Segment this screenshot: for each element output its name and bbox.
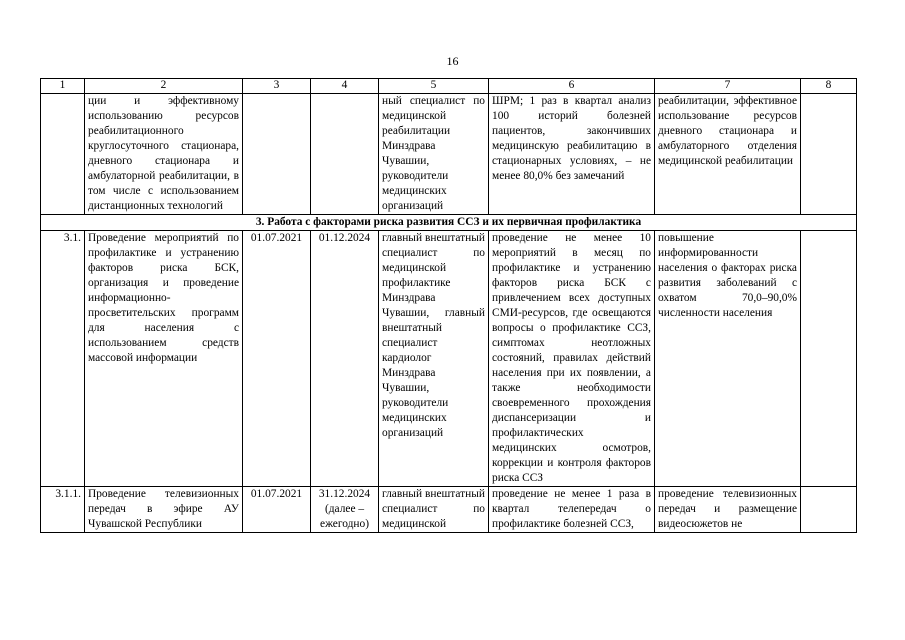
cell-start-date	[243, 94, 311, 215]
cell-number	[41, 94, 85, 215]
cell-activity: ции и эффективному использованию ресурсов реабилитационного круглосуточного стационара, дневного стационара и амбулаторной реабилитации, в том числе с использованием дистанционных технологий	[85, 94, 243, 215]
plan-table	[40, 78, 857, 533]
column-number: 6	[489, 79, 655, 94]
column-number: 5	[379, 79, 489, 94]
table-row-3-1	[41, 231, 857, 487]
column-number: 2	[85, 79, 243, 94]
cell-activity: Проведение мероприятий по профилактике и устранению факторов риска БСК, организация и проведение информационно-просветительских программ для населения с использованием средств массовой информации	[85, 231, 243, 487]
cell-note	[801, 94, 857, 215]
table-row-3-1-1	[41, 487, 857, 533]
column-number: 8	[801, 79, 857, 94]
column-number: 7	[655, 79, 801, 94]
cell-end-date	[311, 94, 379, 215]
cell-result: реабилитации, эффективное использование ресурсов дневного стационара и амбулаторного отделения медицинской реабилитации	[655, 94, 801, 215]
page-number: 16	[446, 54, 459, 68]
cell-indicator: ШРМ; 1 раз в квартал анализ 100 историй болезней пациентов, закончивших медицинскую реабилитацию в стационарных условиях, – не менее 80,0% без замечаний	[489, 94, 655, 215]
column-number-row	[41, 79, 857, 94]
cell-activity: Проведение телевизионных передач в эфире АУ Чувашской Республики	[85, 487, 243, 533]
end-date-line: ежегодно)	[320, 518, 369, 530]
column-number: 3	[243, 79, 311, 94]
end-date-line: 31.12.2024	[318, 488, 371, 500]
cell-indicator: проведение не менее 10 мероприятий в месяц по профилактике и устранению факторов риска БСК с привлечением всех доступных СМИ-ресурсов, где освещаются вопросы о профилактике ССЗ, симптомах неотложных состояний, правилах действий населения при их появлении, а также необходимости своевременного прохождения диспансеризации и профилактических медицинских осмотров, коррекции и контроля факторов риска ССЗ	[489, 231, 655, 487]
cell-start-date: 01.07.2021	[243, 231, 311, 487]
section-title: 3. Работа с факторами риска развития ССЗ и их первичная профилактика	[41, 215, 857, 231]
cell-indicator: проведение не менее 1 раза в квартал телепередач о профилактике болезней ССЗ,	[489, 487, 655, 533]
column-number: 1	[41, 79, 85, 94]
cell-number: 3.1.	[41, 231, 85, 487]
table-row-continued	[41, 94, 857, 215]
cell-note	[801, 231, 857, 487]
cell-end-date: 01.12.2024	[311, 231, 379, 487]
cell-result: проведение телевизионных передач и размещение видеосюжетов не	[655, 487, 801, 533]
cell-end-date	[311, 487, 379, 533]
cell-responsible: главный внештатный специалист по медицинской	[379, 487, 489, 533]
cell-note	[801, 487, 857, 533]
cell-number: 3.1.1.	[41, 487, 85, 533]
section-row	[41, 215, 857, 231]
cell-responsible: ный специалист по медицинской реабилитации Минздрава Чувашии, руководители медицинских организаций	[379, 94, 489, 215]
column-number: 4	[311, 79, 379, 94]
cell-start-date: 01.07.2021	[243, 487, 311, 533]
end-date-line: (далее –	[324, 503, 365, 515]
cell-responsible: главный внештатный специалист по медицинской профилактике Минздрава Чувашии, главный внештатный специалист кардиолог Минздрава Чувашии, руководители медицинских организаций	[379, 231, 489, 487]
cell-result: повышение информированности населения о факторах риска развития заболеваний с охватом 70,0–90,0% численности населения	[655, 231, 801, 487]
